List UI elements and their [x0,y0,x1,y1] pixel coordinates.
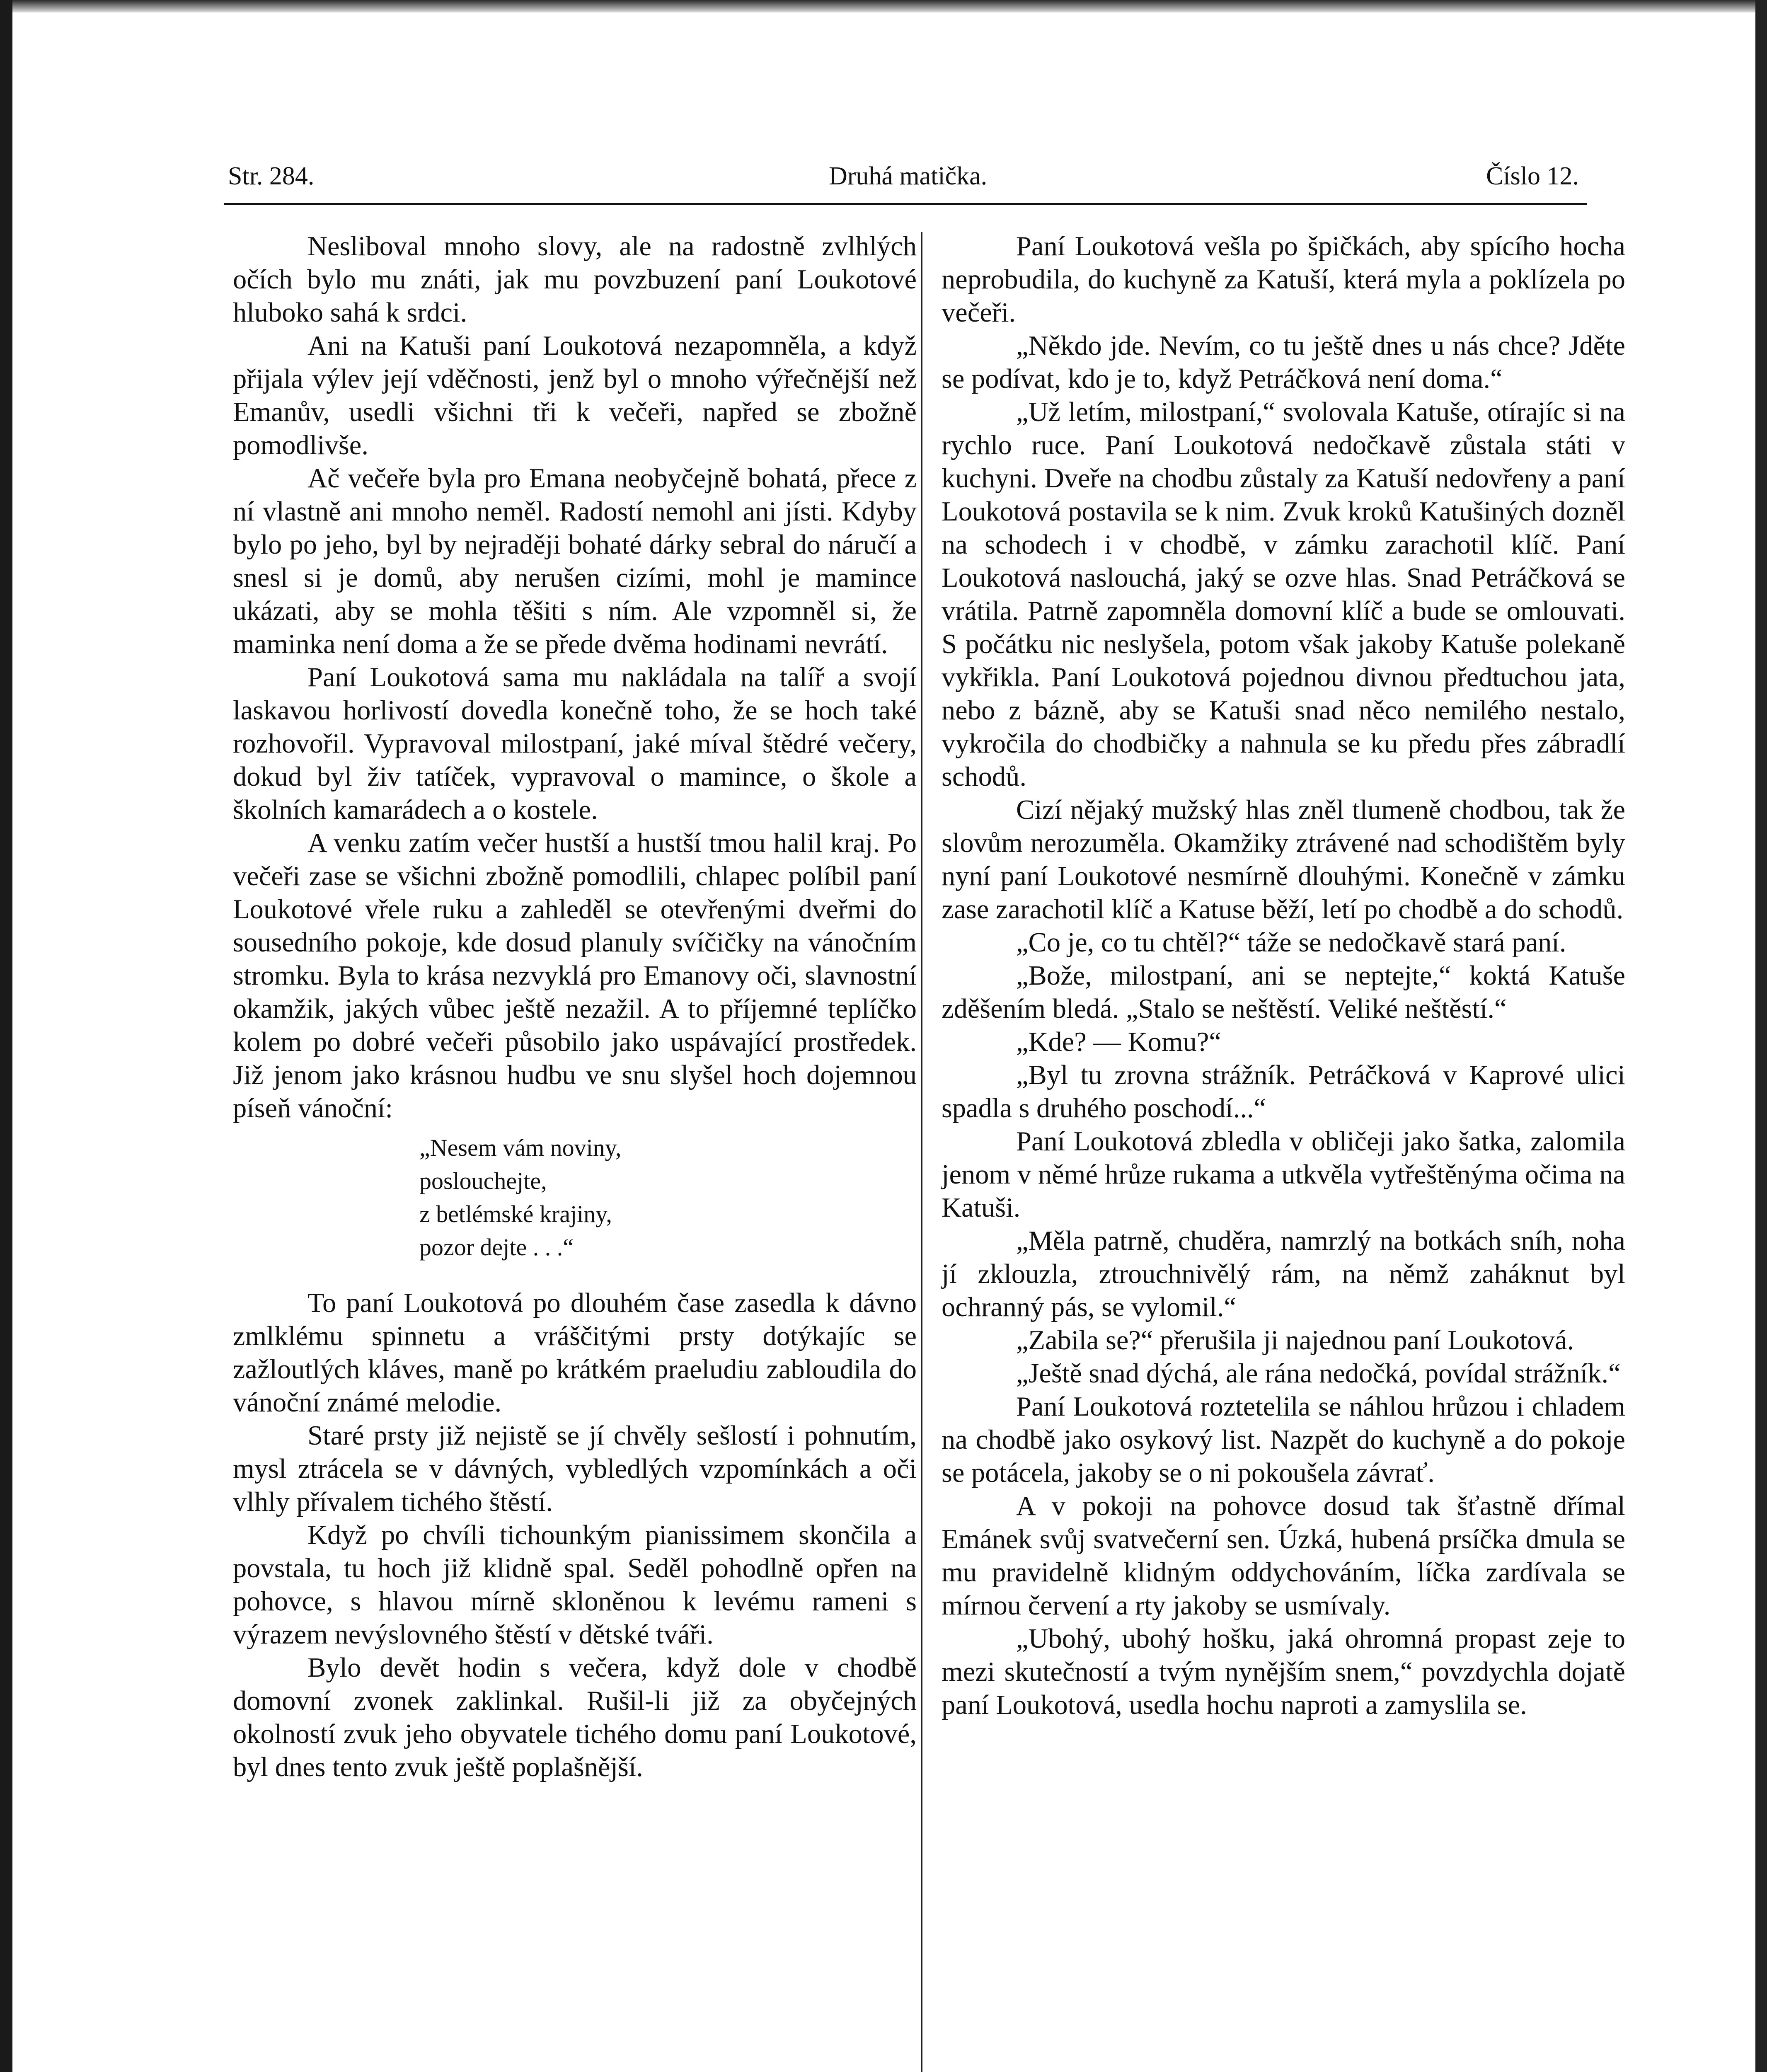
paragraph: A v pokoji na pohovce dosud tak šťastně dřímal Emánek svůj svatvečerní sen. Úzká, hubená prsíčka dmula se mu pravidelně klidným oddychováním, líčka zardívala se mírnou červení a rty jakoby se usmívaly. [942,1491,1625,1621]
scan-edge-top [0,0,1767,12]
page-number: Str. 284. [228,162,315,190]
verse-line: „Nesem vám noviny, [419,1134,622,1161]
issue-number: Číslo 12. [1486,162,1579,190]
paragraph: Paní Loukotová roztetelila se náhlou hrůzou i chladem na chodbě jako osykový list. Nazpět do kuchyně a do pokoje se potácela, jakoby se o ni pokoušela závrať. [942,1392,1625,1488]
paragraph: „Měla patrně, chuděra, namrzlý na botkách sníh, noha jí zklouzla, ztrouchnivělý rám, na němž zaháknut byl ochranný pás, se vylomil.“ [942,1226,1625,1322]
song-verse [419,1131,917,1264]
scan-edge-left [0,0,12,2072]
paragraph: „Už letím, milostpaní,“ svolovala Katuše, otírajíc si na rychlo ruce. Paní Loukotová nedočkavě zůstala státi v kuchyni. Dveře na chodbu zůstaly za Katuší nedovřeny a paní Loukotová postavila se k nim. Zvuk kroků Katušiných dozněl na schodech i v chodbě, v zámku zarachotil klíč. Paní Loukotová naslouchá, jaký se ozve hlas. Snad Petráčková se vrátila. Patrně zapomněla domovní klíč a bude se omlouvati. S počátku nic neslyšela, potom však jakoby Katuše polekaně vykřikla. Paní Loukotová pojednou divnou předtuchou jata, nebo z bázně, aby se Katuši snad něco nemilého nestalo, vykročila do chodbičky a nahnula se ku předu přes zábradlí schodů. [942,397,1625,792]
left-column [233,230,917,1784]
column-divider [921,232,922,2072]
running-title: Druhá matička. [829,162,988,190]
paragraph: „Kde? — Komu?“ [1016,1027,1221,1057]
paragraph: „Ještě snad dýchá, ale rána nedočká, povídal strážník.“ [1016,1358,1621,1389]
paragraph: Paní Loukotová zbledla v obličeji jako šatka, zalomila jenom v němé hrůze rukama a utkvěla vytřeštěnýma očima na Katuši. [942,1126,1625,1223]
right-column [942,230,1625,1722]
paragraph: „Co je, co tu chtěl?“ táže se nedočkavě stará paní. [1016,927,1566,958]
paragraph: „Zabila se?“ přerušila ji najednou paní Loukotová. [1016,1325,1574,1356]
paragraph: Cizí nějaký mužský hlas zněl tlumeně chodbou, tak že slovům nerozuměla. Okamžiky ztrávené nad schodištěm byly nyní paní Loukotové nesmírně dlouhými. Konečně v zámku zase zarachotil klíč a Katuse běží, letí po chodbě a do schodů. [942,795,1625,925]
scan-edge-right [1755,0,1767,2072]
paragraph: „Bože, milostpaní, ani se neptejte,“ koktá Katuše zděšením bledá. „Stalo se neštěstí. Veliké neštěstí.“ [942,961,1625,1024]
paragraph: To paní Loukotová po dlouhém čase zasedla k dávno zmlklému spinnetu a vráščitými prsty dotýkajíc se zažloutlých kláves, maně po krátkém praeludiu zabloudila do vánoční známé melodie. [233,1288,917,1418]
paragraph: Bylo devět hodin s večera, když dole v chodbě domovní zvonek zaklinkal. Rušil-li již za obyčejných okolností zvuk jeho obyvatele tichého domu paní Loukotové, byl dnes tento zvuk ještě poplašnější. [233,1653,917,1782]
paragraph: Když po chvíli tichounkým pianissimem skončila a povstala, tu hoch již klidně spal. Seděl pohodlně opřen na pohovce, s hlavou mírně skloněnou k levému rameni s výrazem nevýslovného štěstí v dětské tváři. [233,1520,917,1650]
paragraph: Nesliboval mnoho slovy, ale na radostně zvlhlých očích bylo mu znáti, jak mu povzbuzení paní Loukotové hluboko sahá k srdci. [233,231,917,328]
running-header [224,157,1583,203]
paragraph: „Někdo jde. Nevím, co tu ještě dnes u nás chce? Jděte se podívat, kdo je to, když Petráčková není doma.“ [942,331,1625,394]
paragraph: A venku zatím večer hustší a hustší tmou halil kraj. Po večeři zase se všichni zbožně pomodlili, chlapec políbil paní Loukotové vřele ruku a zahleděl se otevřenými dveřmi do sousedního pokoje, kde dosud planuly svíčičky na vánočním stromku. Byla to krása nezvyklá pro Emanovy oči, slavnostní okamžik, jakých vůbec ještě nezažil. A to příjemné teplíčko kolem po dobré večeři působilo jako uspávající prostředek. Již jenom jako krásnou hudbu ve snu slyšel hoch dojemnou píseň vánoční: [233,828,917,1123]
paragraph: „Byl tu zrovna strážník. Petráčková v Kaprové ulici spadla s druhého poschodí...“ [942,1060,1625,1123]
paragraph: Ani na Katuši paní Loukotová nezapomněla, a když přijala výlev její vděčnosti, jenž byl o mnoho výřečnější než Emanův, usedli všichni tři k večeři, napřed se zbožně pomodlivše. [233,331,917,460]
paragraph: Ač večeře byla pro Emana neobyčejně bohatá, přece z ní vlastně ani mnoho neměl. Radostí nemohl ani jísti. Kdyby bylo po jeho, byl by nejraději bohaté dárky sebral do náručí a snesl si je domů, aby nerušen cizími, mohl je mamince ukázati, aby se mohla těšiti s ním. Ale vzpomněl si, že maminka není doma a že se přede dvěma hodinami nevrátí. [233,463,917,659]
paragraph: Staré prsty již nejistě se jí chvěly sešlostí i pohnutím, mysl ztrácela se v dávných, vybledlých vzpomínkách a oči vlhly přívalem tichého štěstí. [233,1421,917,1517]
header-rule [224,203,1587,205]
verse-line: poslouchejte, [419,1167,547,1194]
paragraph: Paní Loukotová sama mu nakládala na talíř a svojí laskavou horlivostí dovedla konečně toho, že se hoch také rozhovořil. Vypravoval milostpaní, jaké míval štědré večery, dokud byl živ tatíček, vypravoval o mamince, o škole a školních kamarádech a o kostele. [233,662,917,825]
verse-line: pozor dejte . . .“ [419,1234,574,1261]
verse-line: z betlémské krajiny, [419,1201,612,1227]
paragraph: „Ubohý, ubohý hošku, jaká ohromná propast zeje to mezi skutečností a tvým nynějším snem,“ povzdychla dojatě paní Loukotová, usedla hochu naproti a zamyslila se. [942,1624,1625,1720]
paragraph: Paní Loukotová vešla po špičkách, aby spícího hocha neprobudila, do kuchyně za Katuší, která myla a poklízela po večeři. [942,231,1625,328]
